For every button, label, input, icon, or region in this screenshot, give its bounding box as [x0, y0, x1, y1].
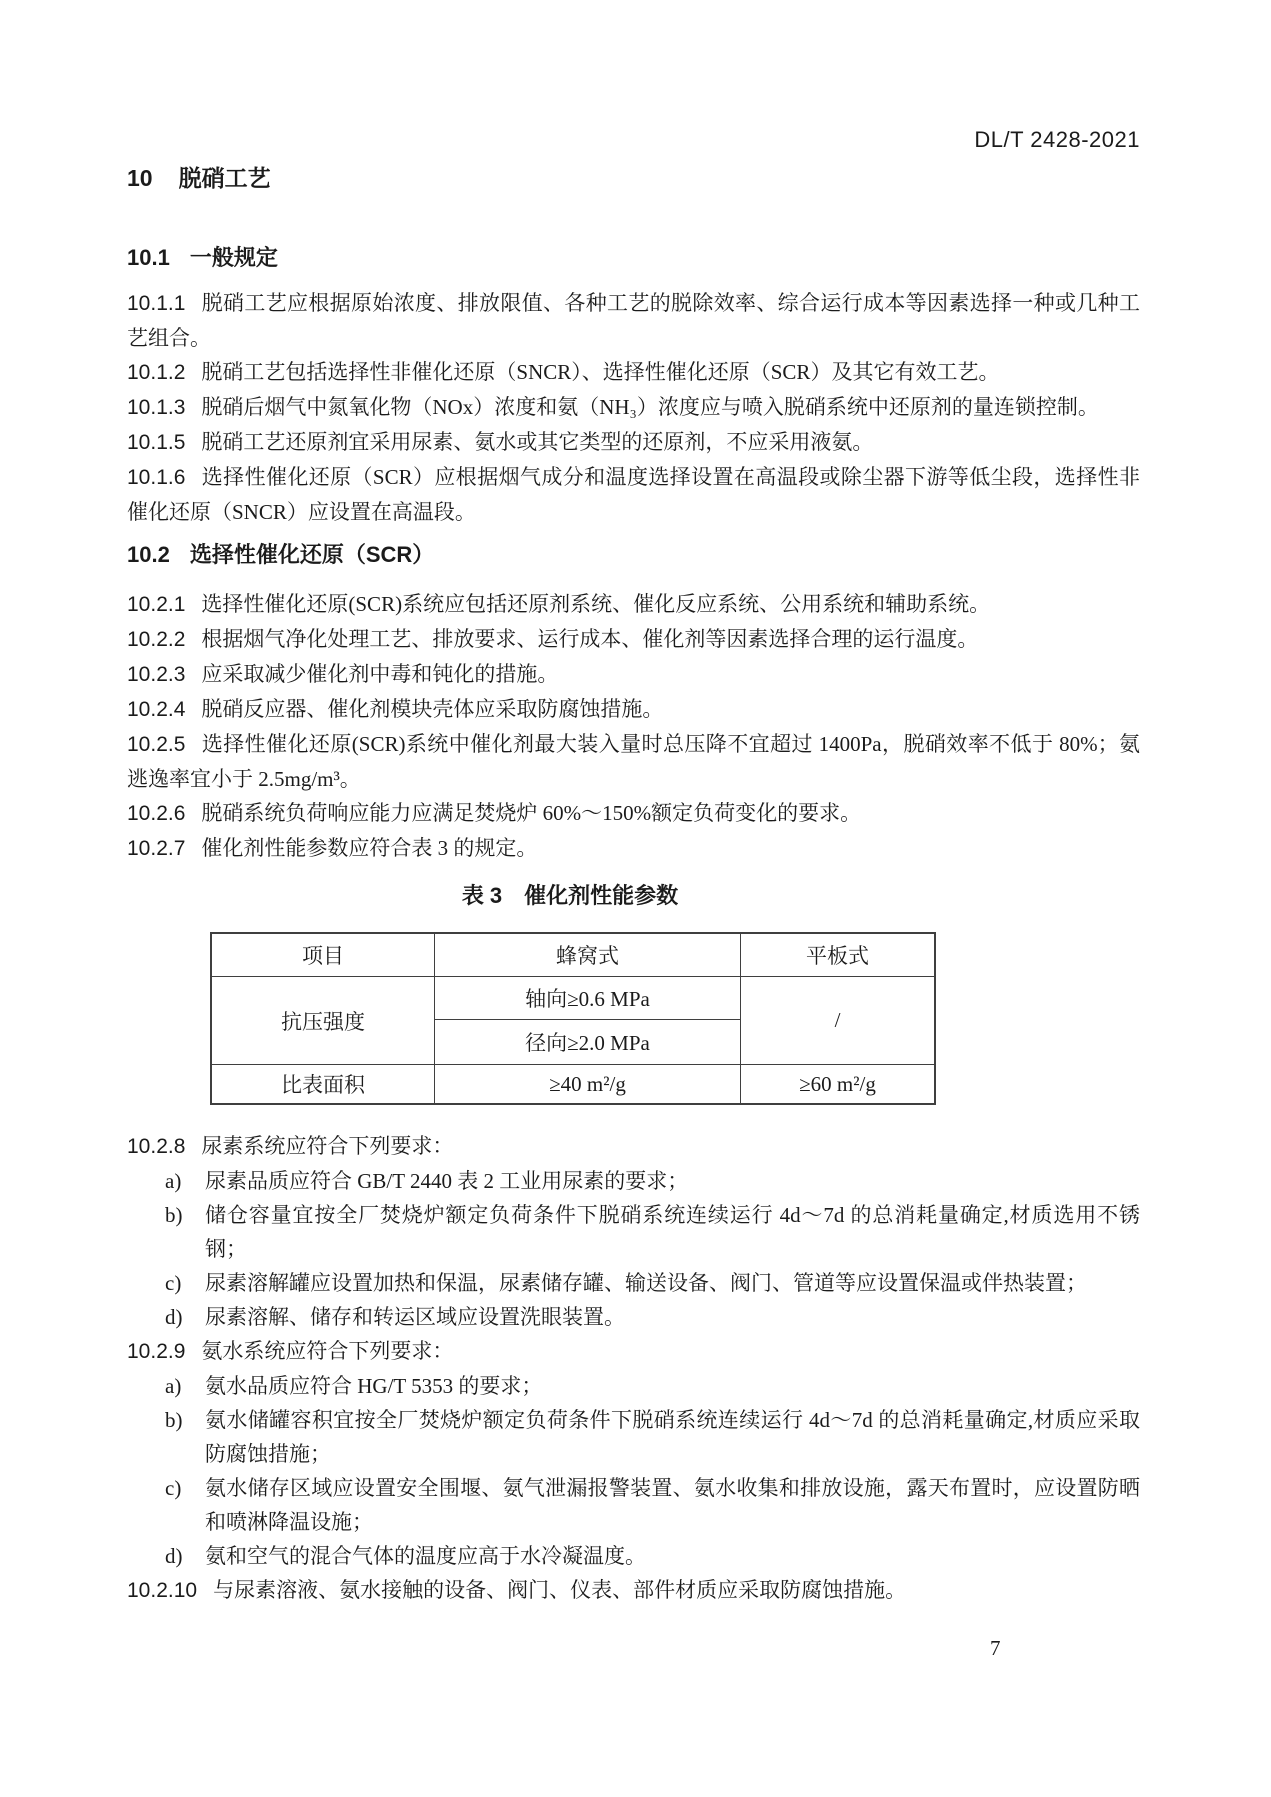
clause-number: 10.1.3 — [127, 396, 186, 419]
clause-number: 10.1.5 — [127, 431, 186, 454]
clause-text: 脱硝工艺还原剂宜采用尿素、氨水或其它类型的还原剂，不应采用液氨。 — [201, 430, 874, 454]
list-item-marker: d) — [165, 1544, 183, 1568]
clause-10-2-2 — [127, 622, 1140, 657]
table-3-block — [210, 882, 930, 1105]
standard-number: DL/T 2428-2021 — [974, 127, 1140, 152]
clause-text: 脱硝工艺应根据原始浓度、排放限值、各种工艺的脱除效率、综合运行成本等因素选择一种或几种工艺组合。 — [127, 291, 1140, 350]
list-item-c — [127, 1266, 1140, 1300]
list-item-text: 氨和空气的混合气体的温度应高于水冷凝温度。 — [205, 1544, 646, 1568]
clause-number: 10.1.1 — [127, 292, 186, 315]
clause-text: 脱硝后烟气中氮氧化物（NOx）浓度和氨（NH₃）浓度应与喷入脱硝系统中还原剂的量连锁控制。 — [201, 395, 1099, 419]
table-header-cell: 项目 — [211, 933, 435, 977]
section-title: 选择性催化还原（SCR） — [189, 542, 435, 567]
clause-10-2-6 — [127, 796, 1140, 831]
list-item-d — [127, 1539, 1140, 1573]
clause-text: 氨水系统应符合下列要求： — [201, 1339, 454, 1363]
list-item-text: 尿素溶解、储存和转运区域应设置洗眼装置。 — [205, 1305, 625, 1329]
page-number: 7 — [990, 1636, 1001, 1660]
clause-10-2-10 — [127, 1573, 1140, 1608]
clause-number: 10.2.1 — [127, 593, 186, 616]
list-item-text: 氨水品质应符合 HG/T 5353 的要求； — [205, 1374, 543, 1398]
clause-10-1-5 — [127, 425, 1140, 460]
list-item-marker: a) — [165, 1169, 182, 1193]
clause-number: 10.2.3 — [127, 663, 186, 686]
list-item-marker: d) — [165, 1305, 183, 1329]
clause-10-2-9 — [127, 1334, 1140, 1369]
table-cell-value: / — [741, 977, 936, 1065]
clause-number: 10.2.8 — [127, 1135, 186, 1158]
clause-text: 与尿素溶液、氨水接触的设备、阀门、仪表、部件材质应采取防腐蚀措施。 — [213, 1578, 907, 1602]
list-item-text: 尿素溶解罐应设置加热和保温，尿素储存罐、输送设备、阀门、管道等应设置保温或伴热装置； — [205, 1271, 1087, 1295]
section-title: 一般规定 — [189, 245, 278, 270]
clause-number: 10.2.5 — [127, 733, 186, 756]
clause-10-1-1 — [127, 286, 1140, 355]
list-item-marker: a) — [165, 1374, 182, 1398]
list-item-text: 氨水储罐容积宜按全厂焚烧炉额定负荷条件下脱硝系统连续运行 4d～7d 的总消耗量确定,材质应采取防腐蚀措施； — [205, 1408, 1140, 1466]
clause-number: 10.1.2 — [127, 361, 186, 384]
table-row — [211, 977, 935, 1020]
list-item-b — [127, 1403, 1140, 1471]
clause-text: 脱硝工艺包括选择性非催化还原（SNCR）、选择性催化还原（SCR）及其它有效工艺。 — [201, 360, 1000, 384]
table-cell-value: 轴向≥0.6 MPa — [435, 977, 741, 1020]
clause-text: 催化剂性能参数应符合表 3 的规定。 — [201, 836, 538, 860]
list-item-text: 储仓容量宜按全厂焚烧炉额定负荷条件下脱硝系统连续运行 4d～7d 的总消耗量确定,材质选用不锈钢； — [205, 1203, 1140, 1261]
table-cell-value: 径向≥2.0 MPa — [435, 1020, 741, 1065]
clause-10-2-4 — [127, 692, 1140, 727]
clause-10-2-3 — [127, 657, 1140, 692]
clause-number: 10.2.10 — [127, 1579, 198, 1602]
list-item-text: 尿素品质应符合 GB/T 2440 表 2 工业用尿素的要求； — [205, 1169, 689, 1193]
table-header-cell: 蜂窝式 — [435, 933, 741, 977]
list-item-b — [127, 1198, 1140, 1266]
catalyst-performance-table — [210, 932, 936, 1105]
clause-text: 根据烟气净化处理工艺、排放要求、运行成本、催化剂等因素选择合理的运行温度。 — [201, 627, 979, 651]
table-cell-label: 抗压强度 — [211, 977, 435, 1065]
clause-10-1-3 — [127, 390, 1140, 425]
list-item-marker: c) — [165, 1476, 182, 1500]
table-row — [211, 1065, 935, 1105]
clause-number: 10.1.6 — [127, 466, 186, 489]
section-number: 10.2 — [127, 542, 170, 567]
list-item-a — [127, 1164, 1140, 1198]
chapter-title: 脱硝工艺 — [178, 165, 271, 191]
clause-text: 选择性催化还原(SCR)系统应包括还原剂系统、催化反应系统、公用系统和辅助系统。 — [201, 592, 991, 616]
clause-10-1-6 — [127, 460, 1140, 529]
section-heading-10-1 — [127, 244, 1140, 272]
clause-number: 10.2.6 — [127, 802, 186, 825]
clause-10-1-2 — [127, 355, 1140, 390]
clause-text: 选择性催化还原(SCR)系统中催化剂最大装入量时总压降不宜超过 1400Pa，脱硝效率不低于 80%；氨逃逸率宜小于 2.5mg/m³。 — [127, 732, 1140, 791]
clause-text: 脱硝系统负荷响应能力应满足焚烧炉 60%～150%额定负荷变化的要求。 — [201, 801, 862, 825]
clause-text: 应采取减少催化剂中毒和钝化的措施。 — [201, 662, 559, 686]
list-item-d — [127, 1300, 1140, 1334]
list-item-marker: b) — [165, 1203, 183, 1227]
table-cell-value: ≥40 m²/g — [435, 1065, 741, 1105]
clause-text: 尿素系统应符合下列要求： — [201, 1134, 454, 1158]
chapter-number: 10 — [127, 165, 153, 191]
table-header-row — [211, 933, 935, 977]
table-cell-value: ≥60 m²/g — [741, 1065, 936, 1105]
list-item-c — [127, 1471, 1140, 1539]
list-item-text: 氨水储存区域应设置安全围堰、氨气泄漏报警装置、氨水收集和排放设施，露天布置时，应设置防晒和喷淋降温设施； — [205, 1476, 1140, 1534]
clause-number: 10.2.9 — [127, 1340, 186, 1363]
clause-10-2-5 — [127, 727, 1140, 796]
clause-text: 脱硝反应器、催化剂模块壳体应采取防腐蚀措施。 — [201, 697, 664, 721]
table-header-cell: 平板式 — [741, 933, 936, 977]
list-item-a — [127, 1369, 1140, 1403]
list-item-marker: c) — [165, 1271, 182, 1295]
clause-text: 选择性催化还原（SCR）应根据烟气成分和温度选择设置在高温段或除尘器下游等低尘段，选择性非催化还原（SNCR）应设置在高温段。 — [127, 465, 1140, 524]
section-number: 10.1 — [127, 245, 170, 270]
section-heading-10-2 — [127, 541, 1140, 569]
table-caption: 表 3 催化剂性能参数 — [461, 883, 679, 908]
clause-10-2-7 — [127, 831, 1140, 866]
clause-10-2-8 — [127, 1129, 1140, 1164]
list-item-marker: b) — [165, 1408, 183, 1432]
clause-number: 10.2.7 — [127, 837, 186, 860]
chapter-heading — [127, 164, 1140, 192]
clause-number: 10.2.2 — [127, 628, 186, 651]
table-cell-label: 比表面积 — [211, 1065, 435, 1105]
clause-number: 10.2.4 — [127, 698, 186, 721]
clause-10-2-1 — [127, 587, 1140, 622]
